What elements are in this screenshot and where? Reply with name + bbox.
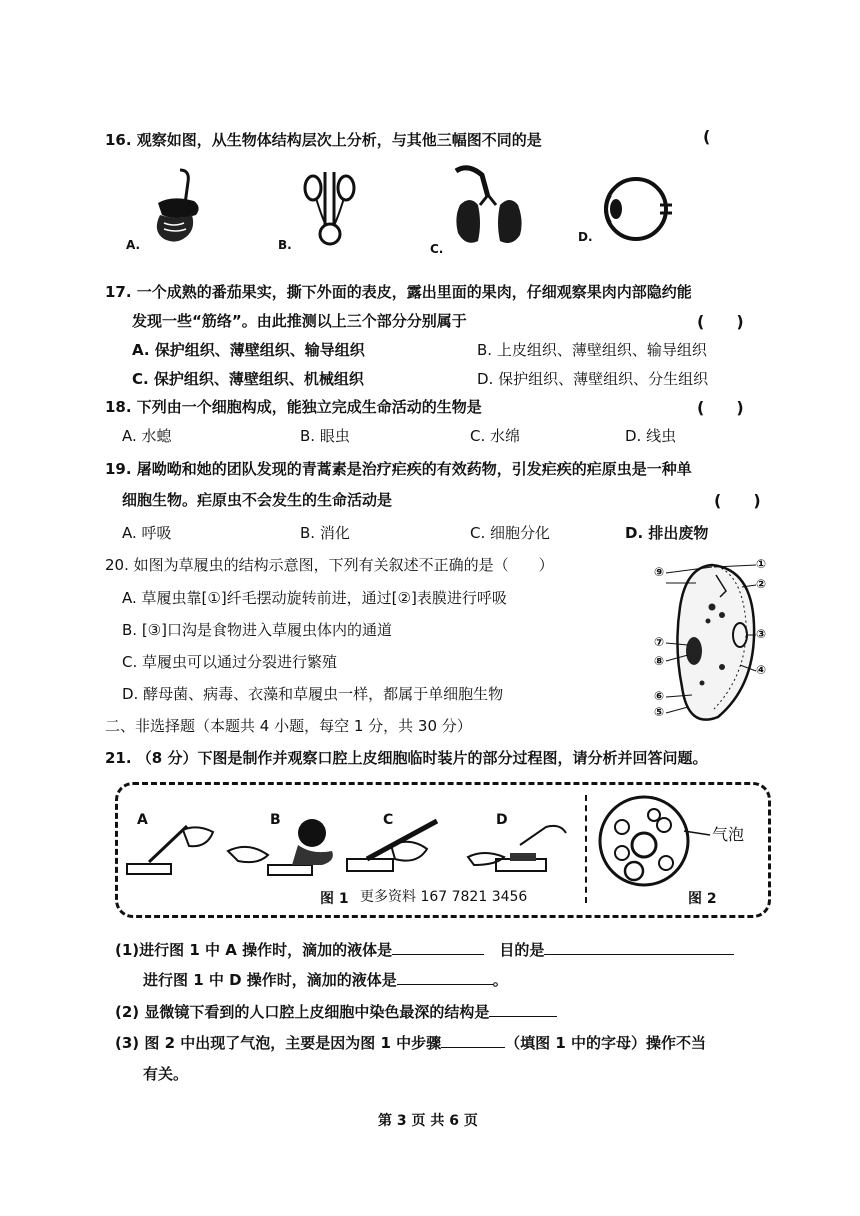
q21-sub1a-middle: 目的是 — [499, 941, 545, 959]
microscope-view-figure — [596, 795, 696, 890]
step-b-scrape-figure — [228, 815, 338, 880]
q21-sub1b-prefix: 进行图 1 中 D 操作时，滴加的液体是 — [143, 971, 397, 989]
q21-sub3-prefix: (3) 图 2 中出现了气泡，主要是因为图 1 中步骤 — [115, 1034, 442, 1052]
q17-option-a: A. 保护组织、薄壁组织、输导组织 — [132, 341, 365, 359]
q21-figure-divider — [585, 795, 587, 903]
figure-2-caption: 图 2 — [688, 891, 717, 907]
paramecium-marker-9: ⑨ — [654, 565, 665, 579]
q18-stem: 18. 下列由一个细胞构成，能独立完成生命活动的生物是 — [105, 398, 482, 416]
q19-option-d: D. 排出废物 — [625, 524, 709, 542]
q16-label-b: B. — [278, 238, 292, 252]
q17-stem-line2: 发现一些“筋络”。由此推测以上三个部分分别属于 — [132, 312, 467, 330]
eyeball-figure — [598, 175, 673, 245]
q20-stem: 20. 如图为草履虫的结构示意图，下列有关叙述不正确的是（ ） — [105, 556, 554, 574]
paramecium-marker-1: ① — [756, 557, 767, 571]
q21-sub3 — [115, 1033, 706, 1053]
q18-option-c: C. 水绵 — [470, 427, 521, 445]
paramecium-marker-2: ② — [756, 577, 767, 591]
paramecium-marker-7: ⑦ — [654, 635, 665, 649]
q16-label-a: A. — [126, 238, 141, 252]
paramecium-marker-3: ③ — [756, 627, 767, 641]
q21-sub2-text: (2) 显微镜下看到的人口腔上皮细胞中染色最深的结构是 — [115, 1003, 490, 1021]
urinary-system-figure — [300, 172, 360, 250]
q21-sub3-end: 有关。 — [143, 1065, 189, 1083]
q19-answer-paren: ( ) — [714, 491, 761, 510]
step-d-coverslip-figure — [462, 815, 572, 880]
q21-blank-step-letter[interactable] — [441, 1033, 505, 1048]
q21-sub1a-prefix: (1)进行图 1 中 A 操作时，滴加的液体是 — [115, 941, 393, 959]
q17-option-b: B. 上皮组织、薄壁组织、输导组织 — [477, 341, 707, 359]
paramecium-marker-6: ⑥ — [654, 689, 665, 703]
q20-option-b: B. [③]口沟是食物进入草履虫体内的通道 — [122, 621, 392, 639]
paramecium-marker-4: ④ — [756, 663, 767, 677]
q18-option-a: A. 水螅 — [122, 427, 172, 445]
q17-option-c: C. 保护组织、薄壁组织、机械组织 — [132, 370, 364, 388]
q19-option-a: A. 呼吸 — [122, 524, 172, 542]
q21-blank-a-liquid[interactable] — [392, 940, 484, 955]
q21-sub3-middle: （填图 1 中的字母）操作不当 — [505, 1034, 707, 1052]
step-c-label: C — [383, 812, 394, 828]
q20-option-c: C. 草履虫可以通过分裂进行繁殖 — [122, 653, 338, 671]
q21-sub1b-end: 。 — [492, 971, 508, 989]
q19-option-b: B. 消化 — [300, 524, 350, 542]
page-footer: 第 3 页 共 6 页 — [378, 1113, 478, 1129]
q20-option-d: D. 酵母菌、病毒、衣藻和草履虫一样，都属于单细胞生物 — [122, 685, 504, 703]
q16-label-d: D. — [578, 230, 593, 244]
q18-answer-paren: ( ) — [697, 398, 744, 417]
q17-stem-line1: 17. 一个成熟的番茄果实，撕下外面的表皮，露出里面的果肉，仔细观察果肉内部隐约能 — [105, 283, 692, 301]
q21-blank-a-purpose[interactable] — [544, 940, 734, 955]
figure-1-caption: 图 1 — [320, 891, 349, 907]
q16-stem: 16. 观察如图，从生物体结构层次上分析，与其他三幅图不同的是 — [105, 131, 542, 149]
paramecium-figure — [652, 555, 772, 725]
q21-sub1b — [143, 970, 508, 990]
bubble-label: 气泡 — [712, 825, 745, 844]
step-d-label: D — [496, 812, 508, 828]
q18-option-d: D. 线虫 — [625, 427, 677, 445]
digestive-system-figure — [150, 165, 210, 250]
step-a-dropper-figure — [125, 818, 215, 878]
q21-sub1a — [115, 940, 734, 960]
paramecium-marker-5: ⑤ — [654, 705, 665, 719]
q16-answer-paren: ( — [703, 127, 711, 146]
q19-stem-line2: 细胞生物。疟原虫不会发生的生命活动是 — [122, 491, 393, 509]
q21-sub2 — [115, 1002, 557, 1022]
watermark-text: 更多资料 167 7821 3456 — [360, 889, 528, 905]
q21-stem: 21. （8 分）下图是制作并观察口腔上皮细胞临时装片的部分过程图，请分析并回答问题。 — [105, 749, 708, 767]
step-a-label: A — [137, 812, 148, 828]
q16-label-c: C. — [430, 242, 444, 256]
step-c-smear-figure — [345, 815, 445, 880]
q17-answer-paren: ( ) — [697, 312, 744, 331]
q19-option-c: C. 细胞分化 — [470, 524, 551, 542]
section-2-heading: 二、非选择题（本题共 4 小题，每空 1 分，共 30 分） — [105, 717, 472, 735]
q21-blank-d-liquid[interactable] — [397, 970, 493, 985]
q17-option-d: D. 保护组织、薄壁组织、分生组织 — [477, 370, 709, 388]
lungs-figure — [452, 165, 527, 250]
q18-option-b: B. 眼虫 — [300, 427, 350, 445]
step-b-label: B — [270, 812, 281, 828]
q20-option-a: A. 草履虫靠[①]纤毛摆动旋转前进，通过[②]表膜进行呼吸 — [122, 589, 507, 607]
paramecium-marker-8: ⑧ — [654, 654, 665, 668]
q21-blank-stained-structure[interactable] — [489, 1002, 557, 1017]
q19-stem-line1: 19. 屠呦呦和她的团队发现的青蒿素是治疗疟疾的有效药物，引发疟疾的疟原虫是一种单 — [105, 460, 692, 478]
